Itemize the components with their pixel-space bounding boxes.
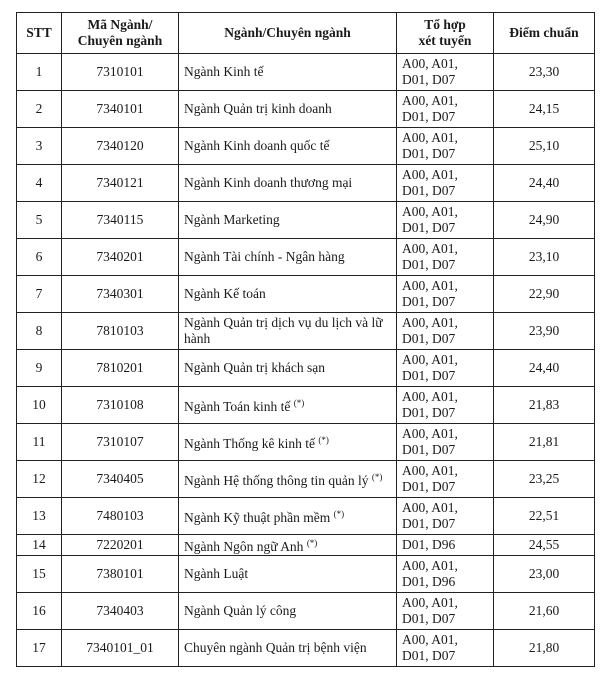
combo-line2: D01, D07: [402, 516, 456, 531]
combo-line1: D01, D96: [402, 537, 456, 552]
cell-code: 7340115: [62, 202, 179, 239]
major-name: Ngành Ngôn ngữ Anh: [184, 539, 304, 554]
cell-score: 23,30: [494, 54, 595, 91]
cell-code: 7340101_01: [62, 630, 179, 667]
cell-combo: [397, 535, 494, 556]
major-name: Ngành Hệ thống thông tin quản lý: [184, 473, 369, 488]
table-row: [17, 276, 595, 313]
cell-stt: 6: [17, 239, 62, 276]
cell-major: [179, 535, 397, 556]
combo-line1: A00, A01,: [402, 93, 458, 108]
major-name: Ngành Quản lý công: [184, 603, 297, 618]
combo-line1: A00, A01,: [402, 56, 458, 71]
cell-combo: [397, 593, 494, 630]
table-row: [17, 202, 595, 239]
header-stt: STT: [17, 13, 62, 54]
cell-major: [179, 239, 397, 276]
cell-combo: [397, 276, 494, 313]
cell-code: 7310101: [62, 54, 179, 91]
major-name: Chuyên ngành Quản trị bệnh viện: [184, 640, 367, 655]
cell-score: 21,83: [494, 387, 595, 424]
table-row: [17, 535, 595, 556]
cell-code: 7810103: [62, 313, 179, 350]
cell-major: [179, 91, 397, 128]
major-name: Ngành Marketing: [184, 212, 280, 227]
combo-line2: D01, D07: [402, 146, 456, 161]
cell-code: 7810201: [62, 350, 179, 387]
cell-combo: [397, 239, 494, 276]
combo-line1: A00, A01,: [402, 278, 458, 293]
cell-score: 24,40: [494, 165, 595, 202]
cell-combo: [397, 165, 494, 202]
major-name: Ngành Tài chính - Ngân hàng: [184, 249, 345, 264]
combo-line1: A00, A01,: [402, 558, 458, 573]
table-row: [17, 91, 595, 128]
cell-stt: 15: [17, 556, 62, 593]
cell-score: 21,81: [494, 424, 595, 461]
header-code: [62, 13, 179, 54]
cell-combo: [397, 54, 494, 91]
table-row: [17, 593, 595, 630]
cell-stt: 13: [17, 498, 62, 535]
combo-line1: A00, A01,: [402, 595, 458, 610]
cell-code: 7340101: [62, 91, 179, 128]
combo-line2: D01, D07: [402, 220, 456, 235]
major-name: Ngành Thống kê kinh tế: [184, 436, 315, 451]
cell-combo: [397, 424, 494, 461]
cell-major: [179, 424, 397, 461]
cell-stt: 9: [17, 350, 62, 387]
restricted-mark: (*): [306, 538, 318, 548]
restricted-mark: (*): [318, 435, 329, 445]
combo-line2: D01, D07: [402, 183, 456, 198]
table-row: [17, 630, 595, 667]
cell-score: 25,10: [494, 128, 595, 165]
combo-line2: D01, D07: [402, 479, 456, 494]
table-header-row: [17, 13, 595, 54]
restricted-mark: (*): [293, 398, 305, 408]
major-name: Ngành Kinh tế: [184, 64, 264, 79]
major-name: Ngành Luật: [184, 566, 249, 581]
cell-stt: 14: [17, 535, 62, 556]
cell-combo: [397, 202, 494, 239]
cell-score: 22,51: [494, 498, 595, 535]
cell-code: 7310108: [62, 387, 179, 424]
combo-line2: D01, D07: [402, 368, 456, 383]
header-score: Điểm chuẩn: [494, 13, 595, 54]
combo-line2: D01, D07: [402, 442, 456, 457]
combo-line1: A00, A01,: [402, 389, 458, 404]
cell-score: 23,25: [494, 461, 595, 498]
restricted-mark: (*): [371, 472, 383, 482]
cell-major: [179, 313, 397, 350]
cell-stt: 16: [17, 593, 62, 630]
cell-stt: 17: [17, 630, 62, 667]
cell-stt: 8: [17, 313, 62, 350]
cell-score: 21,60: [494, 593, 595, 630]
table-row: [17, 498, 595, 535]
table-row: [17, 387, 595, 424]
combo-line2: D01, D07: [402, 72, 456, 87]
cell-major: [179, 54, 397, 91]
major-name: Ngành Quản trị khách sạn: [184, 360, 325, 375]
cell-combo: [397, 313, 494, 350]
combo-line1: A00, A01,: [402, 632, 458, 647]
combo-line1: A00, A01,: [402, 463, 458, 478]
admission-scores-table: [16, 12, 595, 667]
cell-code: 7340121: [62, 165, 179, 202]
major-name: Ngành Quản trị dịch vụ du lịch và lữ hành: [184, 315, 383, 346]
cell-major: [179, 276, 397, 313]
cell-score: 24,55: [494, 535, 595, 556]
cell-score: 23,90: [494, 313, 595, 350]
major-name: Ngành Kế toán: [184, 286, 266, 301]
cell-code: 7340403: [62, 593, 179, 630]
cell-major: [179, 498, 397, 535]
header-code-line2: Chuyên ngành: [77, 33, 163, 48]
combo-line2: D01, D07: [402, 294, 456, 309]
table-row: [17, 350, 595, 387]
cell-major: [179, 461, 397, 498]
cell-major: [179, 387, 397, 424]
cell-major: [179, 593, 397, 630]
combo-line1: A00, A01,: [402, 167, 458, 182]
cell-combo: [397, 128, 494, 165]
header-major: Ngành/Chuyên ngành: [179, 13, 397, 54]
combo-line1: A00, A01,: [402, 352, 458, 367]
cell-stt: 2: [17, 91, 62, 128]
major-name: Ngành Toán kinh tế: [184, 399, 291, 414]
cell-stt: 11: [17, 424, 62, 461]
major-name: Ngành Kinh doanh thương mại: [184, 175, 353, 190]
cell-code: 7480103: [62, 498, 179, 535]
combo-line1: A00, A01,: [402, 315, 458, 330]
cell-score: 23,00: [494, 556, 595, 593]
cell-stt: 10: [17, 387, 62, 424]
combo-line2: D01, D07: [402, 648, 456, 663]
cell-stt: 4: [17, 165, 62, 202]
admission-scores-document: [16, 12, 594, 667]
cell-score: 22,90: [494, 276, 595, 313]
combo-line2: D01, D07: [402, 405, 456, 420]
combo-line1: A00, A01,: [402, 500, 458, 515]
cell-score: 24,15: [494, 91, 595, 128]
cell-code: 7310107: [62, 424, 179, 461]
table-row: [17, 556, 595, 593]
combo-line2: D01, D07: [402, 257, 456, 272]
cell-major: [179, 350, 397, 387]
cell-combo: [397, 387, 494, 424]
header-combo-line1: Tổ hợp: [424, 17, 466, 32]
combo-line1: A00, A01,: [402, 426, 458, 441]
cell-score: 24,90: [494, 202, 595, 239]
cell-combo: [397, 630, 494, 667]
table-row: [17, 239, 595, 276]
table-row: [17, 461, 595, 498]
cell-code: 7380101: [62, 556, 179, 593]
cell-score: 24,40: [494, 350, 595, 387]
cell-code: 7340120: [62, 128, 179, 165]
cell-score: 21,80: [494, 630, 595, 667]
major-name: Ngành Kinh doanh quốc tế: [184, 138, 330, 153]
header-code-line1: Mã Ngành/: [87, 17, 153, 32]
table-body: [17, 54, 595, 667]
cell-code: 7220201: [62, 535, 179, 556]
cell-stt: 1: [17, 54, 62, 91]
cell-major: [179, 630, 397, 667]
restricted-mark: (*): [333, 509, 345, 519]
cell-combo: [397, 91, 494, 128]
combo-line1: A00, A01,: [402, 204, 458, 219]
cell-combo: [397, 350, 494, 387]
cell-combo: [397, 498, 494, 535]
cell-stt: 3: [17, 128, 62, 165]
major-name: Ngành Quản trị kinh doanh: [184, 101, 332, 116]
combo-line1: A00, A01,: [402, 130, 458, 145]
cell-code: 7340301: [62, 276, 179, 313]
combo-line2: D01, D07: [402, 331, 456, 346]
cell-stt: 7: [17, 276, 62, 313]
cell-code: 7340405: [62, 461, 179, 498]
header-combo-line2: xét tuyển: [418, 33, 472, 48]
table-row: [17, 54, 595, 91]
cell-major: [179, 202, 397, 239]
cell-major: [179, 556, 397, 593]
cell-score: 23,10: [494, 239, 595, 276]
combo-line2: D01, D96: [402, 574, 456, 589]
combo-line2: D01, D07: [402, 611, 456, 626]
header-combo: [397, 13, 494, 54]
cell-stt: 5: [17, 202, 62, 239]
combo-line2: D01, D07: [402, 109, 456, 124]
cell-combo: [397, 556, 494, 593]
combo-line1: A00, A01,: [402, 241, 458, 256]
table-row: [17, 424, 595, 461]
cell-major: [179, 165, 397, 202]
table-row: [17, 165, 595, 202]
cell-code: 7340201: [62, 239, 179, 276]
cell-stt: 12: [17, 461, 62, 498]
major-name: Ngành Kỹ thuật phần mềm: [184, 510, 331, 525]
table-row: [17, 128, 595, 165]
table-row: [17, 313, 595, 350]
cell-combo: [397, 461, 494, 498]
cell-major: [179, 128, 397, 165]
